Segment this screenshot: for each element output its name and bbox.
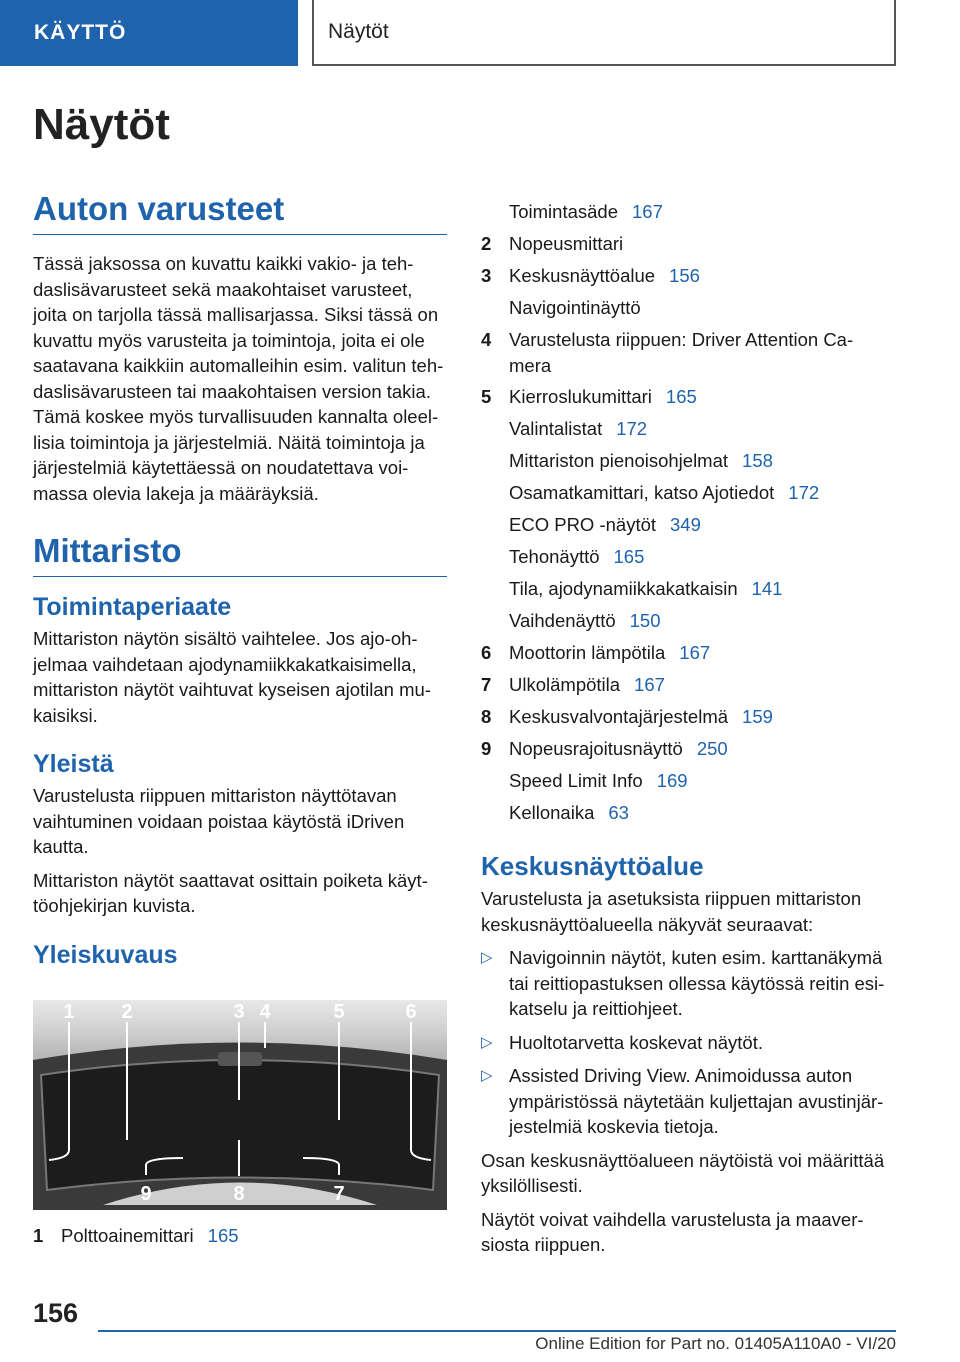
- legend-item: [33, 1220, 447, 1252]
- callout-number-7: 7: [333, 1182, 345, 1205]
- legend-item: [481, 228, 895, 260]
- legend-label: ECO PRO -näytöt 349: [509, 514, 701, 535]
- legend-number: 5: [481, 386, 492, 407]
- legend-number: 6: [481, 642, 492, 663]
- page-reference-link[interactable]: 167: [634, 674, 665, 695]
- heading-yleista: Yleistä: [33, 750, 114, 778]
- legend-item: [481, 413, 895, 445]
- legend-number: [481, 541, 509, 573]
- legend-item: [481, 381, 895, 413]
- legend-label: Keskusvalvontajärjestelmä 159: [509, 706, 773, 727]
- page-reference-link[interactable]: 165: [613, 546, 645, 567]
- callout-number-4: 4: [259, 1000, 271, 1023]
- instrument-cluster-figure: [33, 1000, 447, 1210]
- legend-number: 7: [481, 674, 492, 695]
- page-reference-link[interactable]: 63: [608, 802, 629, 823]
- legend-item: [481, 669, 895, 701]
- right-column: [481, 196, 895, 1266]
- header-chapter-title: Näytöt: [312, 0, 896, 66]
- legend-item: [481, 541, 895, 573]
- legend-number: 4: [481, 329, 492, 350]
- legend-label: Polttoainemittari 165: [61, 1224, 239, 1246]
- page-reference-link[interactable]: 156: [669, 265, 700, 286]
- header-section-tab: KÄYTTÖ: [0, 0, 298, 66]
- legend-label: Tehonäyttö 165: [509, 546, 645, 567]
- page-number: 156: [33, 1298, 79, 1328]
- callout-number-2: 2: [121, 1000, 133, 1023]
- page-reference-link[interactable]: 165: [665, 386, 697, 407]
- legend-label: Moottorin lämpötila 167: [509, 642, 711, 663]
- legend-list-left: [33, 1220, 447, 1252]
- page-reference-link[interactable]: 141: [751, 578, 783, 599]
- legend-number: 2: [481, 233, 492, 254]
- footer-edition-text: Online Edition for Part no. 01405A110A0 - VI/20: [535, 1334, 896, 1353]
- auton-varusteet-paragraph: Tässä jaksossa on kuvattu kaikki vakio- ja teh-daslisävarusteet sekä maakohtaiset varusteet, joita on tarjolla tässä mallisarjassa. Siksi tässä on kuvattu myös varusteita ja toimintoja, joita ei ole saatavana kaikkiin automalleihin esim. valitun teh-daslisävarusteen tai maakohtaisen version takia. Tämä koskee myös turvallisuuden kannalta oleel-lisia toimintoja ja järjestelmiä. Näitä toimintoja ja järjestelmiä käytettäessä on noudatettava voi-massa olevia lakeja ja määräyksiä.: [33, 253, 444, 504]
- legend-item: [481, 445, 895, 477]
- keskusnayttoalue-paragraph-2: Näytöt voivat vaihdella varustelusta ja maaver-siosta riippuen.: [481, 1208, 864, 1255]
- heading-mittaristo: Mittaristo: [33, 532, 447, 577]
- keskusnayttoalue-paragraph-1: Osan keskusnäyttöalueen näytöistä voi määrittää yksilöllisesti.: [481, 1149, 885, 1196]
- page-reference-link[interactable]: 159: [742, 706, 773, 727]
- legend-item: [481, 637, 895, 669]
- legend-label: Speed Limit Info 169: [509, 770, 688, 791]
- legend-label: Ulkolämpötila 167: [509, 674, 665, 695]
- legend-number: 8: [481, 706, 492, 727]
- legend-number: [481, 509, 509, 541]
- legend-item: [481, 327, 895, 378]
- legend-list-right: [481, 196, 895, 829]
- callout-number-1: 1: [63, 1000, 75, 1023]
- legend-item: [481, 196, 895, 228]
- toimintaperiaate-paragraph: Mittariston näytön sisältö vaihtelee. Jos ajo-oh-jelmaa vaihdetaan ajodynamiikkakatkaisimella, mittariston näytöt vaihtuvat kyseisen ajotilan mu-kaisiksi.: [33, 628, 431, 726]
- callout-number-9: 9: [140, 1182, 152, 1205]
- callout-number-3: 3: [233, 1000, 245, 1023]
- yleista-paragraph-2: Mittariston näytöt saattavat osittain poiketa käyt-töohjekirjan kuvista.: [33, 869, 428, 916]
- page-reference-link[interactable]: 250: [696, 738, 728, 759]
- page-reference-link[interactable]: 169: [656, 770, 688, 791]
- yleista-paragraph-1: Varustelusta riippuen mittariston näyttötavan vaihtuminen voidaan poistaa käytöstä iDriven kautta.: [33, 785, 405, 857]
- legend-item: [481, 765, 895, 797]
- footer-divider: [98, 1330, 896, 1332]
- heading-yleiskuvaus: Yleiskuvaus: [33, 940, 178, 969]
- triangle-bullet-icon: ▷: [481, 1033, 493, 1051]
- list-item: ▷ Assisted Driving View. Animoidussa auton ympäristössä näytetään kuljettajan avustinjär-jestelmiä koskevia tietoja.: [481, 1063, 895, 1140]
- legend-item: [481, 292, 895, 324]
- legend-number: [481, 292, 509, 324]
- legend-number: [481, 605, 509, 637]
- legend-label: Valintalistat 172: [509, 418, 648, 439]
- legend-label: Varustelusta riippuen: Driver Attention Ca-mera: [509, 329, 854, 376]
- page-reference-link[interactable]: 172: [788, 482, 820, 503]
- callout-number-5: 5: [333, 1000, 345, 1023]
- legend-label: Kellonaika 63: [509, 802, 629, 823]
- legend-number: [481, 765, 509, 797]
- legend-item: [481, 573, 895, 605]
- page-reference-link[interactable]: 165: [207, 1224, 239, 1246]
- heading-auton-varusteet: Auton varusteet: [33, 190, 447, 235]
- legend-label: Toimintasäde 167: [509, 201, 663, 222]
- legend-item: [481, 733, 895, 765]
- legend-label: Keskusnäyttöalue 156: [509, 265, 700, 286]
- callout-number-6: 6: [405, 1000, 417, 1023]
- heading-keskusnayttoalue: Keskusnäyttöalue: [481, 851, 704, 881]
- legend-label: Navigointinäyttö: [509, 297, 641, 318]
- heading-toimintaperiaate: Toimintaperiaate: [33, 593, 232, 621]
- legend-number: [481, 573, 509, 605]
- legend-label: Kierroslukumittari 165: [509, 386, 697, 407]
- page-reference-link[interactable]: 167: [632, 201, 663, 222]
- page-reference-link[interactable]: 167: [679, 642, 711, 663]
- legend-item: [481, 797, 895, 829]
- page-reference-link[interactable]: 172: [616, 418, 648, 439]
- legend-number: 3: [481, 265, 492, 286]
- keskusnayttoalue-bullet-list: [481, 945, 895, 1140]
- list-item: ▷ Navigoinnin näytöt, kuten esim. karttanäkymä tai reittiopastuksen ollessa käytössä reitin esi-katselu ja reittiohjeet.: [481, 945, 895, 1022]
- legend-number: [481, 196, 509, 228]
- legend-number: [481, 445, 509, 477]
- list-item: ▷ Huoltotarvetta koskevat näytöt.: [481, 1030, 895, 1056]
- page-reference-link[interactable]: 349: [670, 514, 701, 535]
- legend-number: [481, 797, 509, 829]
- instrument-cluster-illustration: [33, 1000, 447, 1210]
- legend-item: [481, 509, 895, 541]
- page-title: Näytöt: [33, 100, 170, 149]
- legend-item: [481, 260, 895, 292]
- page-reference-link[interactable]: 158: [742, 450, 773, 471]
- legend-label: Tila, ajodynamiikkakatkaisin 141: [509, 578, 783, 599]
- legend-number: [481, 413, 509, 445]
- left-column: [33, 190, 447, 1252]
- triangle-bullet-icon: ▷: [481, 949, 493, 966]
- legend-number: 1: [33, 1224, 44, 1246]
- legend-number: [481, 477, 509, 509]
- keskusnayttoalue-intro: Varustelusta ja asetuksista riippuen mittariston keskusnäyttöalueella näkyvät seuraavat:: [481, 888, 862, 935]
- legend-label: Nopeusmittari: [509, 233, 624, 254]
- page-reference-link[interactable]: 150: [629, 610, 661, 631]
- legend-label: Vaihdenäyttö 150: [509, 610, 661, 631]
- triangle-bullet-icon: ▷: [481, 1067, 493, 1084]
- legend-item: [481, 701, 895, 733]
- legend-item: [481, 477, 895, 509]
- legend-label: Osamatkamittari, katso Ajotiedot 172: [509, 482, 820, 503]
- legend-item: [481, 605, 895, 637]
- callout-number-8: 8: [233, 1182, 245, 1205]
- legend-label: Nopeusrajoitusnäyttö 250: [509, 738, 728, 759]
- legend-label: Mittariston pienoisohjelmat 158: [509, 450, 773, 471]
- legend-number: 9: [481, 738, 492, 759]
